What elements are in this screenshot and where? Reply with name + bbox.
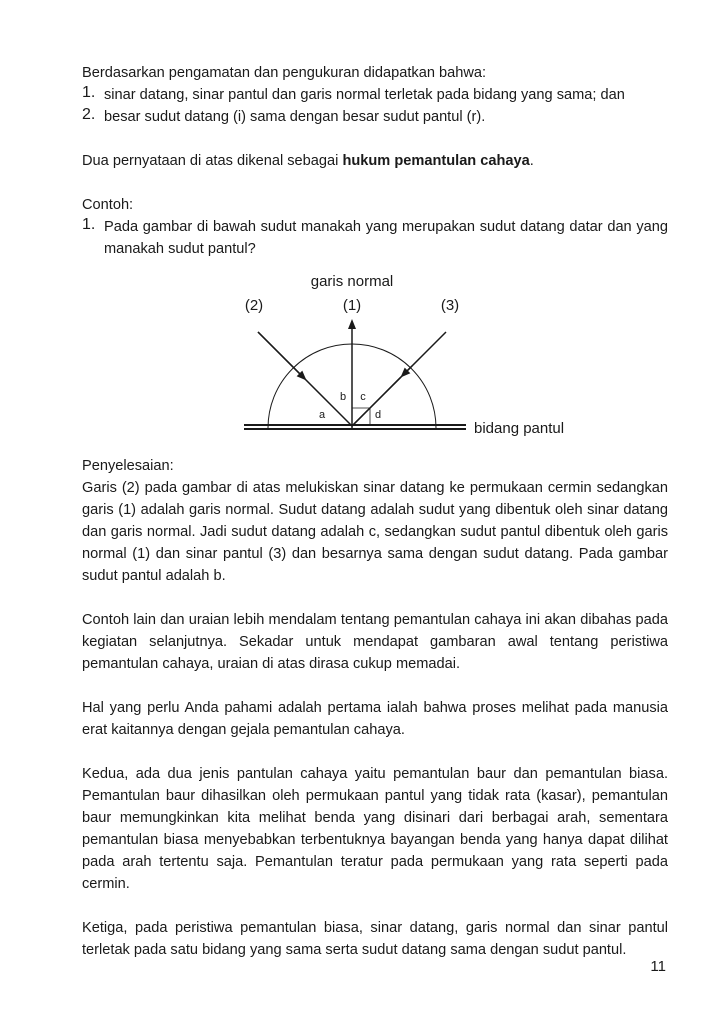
list-number: 1. bbox=[82, 84, 96, 101]
paragraph: Contoh lain dan uraian lebih mendalam tentang pemantulan cahaya ini akan dibahas pada kegiatan selanjutnya. Sekadar untuk mendapat gambaran awal tentang peristiwa pemantulan cahaya, uraian di atas dirasa cukup memadai. bbox=[82, 612, 668, 672]
paragraph: Kedua, ada dua jenis pantulan cahaya yaitu pemantulan baur dan pemantulan biasa. Pemantulan baur dihasilkan oleh permukaan pantul yang tidak rata (kasar), pemantulan baur memungkinkan kita melihat benda yang disinari dari berbagai arah, sementara pemantulan biasa menyebabkan terbentuknya bayangan benda yang hanya dapat dilihat pada arah tertentu saja. Pemantulan teratur pada permukaan yang rata seperti pada cermin. bbox=[82, 766, 668, 892]
paragraph: Ketiga, pada peristiwa pemantulan biasa, sinar datang, garis normal dan sinar pantul terletak pada satu bidang yang sama serta sudut datang sama dengan sudut pantul. bbox=[82, 920, 668, 958]
list-number: 2. bbox=[82, 106, 96, 123]
incident-ray-label: (2) bbox=[244, 297, 264, 314]
reflection-diagram bbox=[82, 272, 668, 447]
reflected-ray-arrow bbox=[404, 366, 412, 374]
example-question: Pada gambar di bawah sudut manakah yang merupakan sudut datang datar dan yang manakah sudut pantul? bbox=[104, 219, 668, 257]
reflected-ray-label: (3) bbox=[440, 297, 460, 314]
law-statement-after: . bbox=[529, 153, 534, 169]
list-item bbox=[82, 106, 668, 128]
angle-label-d: d bbox=[374, 409, 382, 421]
list-number: 1. bbox=[82, 216, 96, 233]
angle-label-c: c bbox=[360, 391, 366, 403]
solution-text: Garis (2) pada gambar di atas melukiskan sinar datang ke permukaan cermin sedangkan garis (1) adalah garis normal. Sudut datang adalah sudut yang dibentuk oleh sinar datang dan garis normal. Jadi sudut datang adalah c, sedangkan sudut pantul dibentuk oleh garis normal (1) dan sinar pantul (3) dan besarnya sama dengan sudut datang. Pada gambar sudut pantul adalah b. bbox=[82, 480, 668, 584]
law-statement bbox=[82, 150, 668, 172]
list-item bbox=[82, 84, 668, 106]
paragraph: Hal yang perlu Anda pahami adalah pertama ialah bahwa proses melihat pada manusia erat kaitannya dengan gejala pemantulan cahaya. bbox=[82, 700, 668, 738]
list-text: sinar datang, sinar pantul dan garis normal terletak pada bidang yang sama; dan bbox=[104, 87, 625, 103]
incident-ray-arrow bbox=[258, 332, 303, 377]
page-number: 11 bbox=[650, 958, 666, 975]
list-text: besar sudut datang (i) sama dengan besar sudut pantul (r). bbox=[104, 109, 486, 125]
law-statement-bold: hukum pemantulan cahaya bbox=[342, 153, 530, 169]
surface-label: bidang pantul bbox=[474, 420, 565, 437]
solution-heading: Penyelesaian: bbox=[82, 458, 174, 474]
normal-line-title: garis normal bbox=[310, 273, 394, 290]
angle-label-a: a bbox=[318, 409, 326, 421]
page-content bbox=[82, 62, 668, 961]
law-statement-before: Dua pernyataan di atas dikenal sebagai bbox=[82, 153, 343, 169]
example-item bbox=[82, 216, 668, 260]
reflection-diagram-svg bbox=[82, 272, 668, 447]
angle-label-b: b bbox=[339, 391, 347, 403]
intro-text: Berdasarkan pengamatan dan pengukuran didapatkan bahwa: bbox=[82, 65, 487, 81]
normal-line-label: (1) bbox=[342, 297, 362, 314]
example-heading: Contoh: bbox=[82, 197, 134, 213]
